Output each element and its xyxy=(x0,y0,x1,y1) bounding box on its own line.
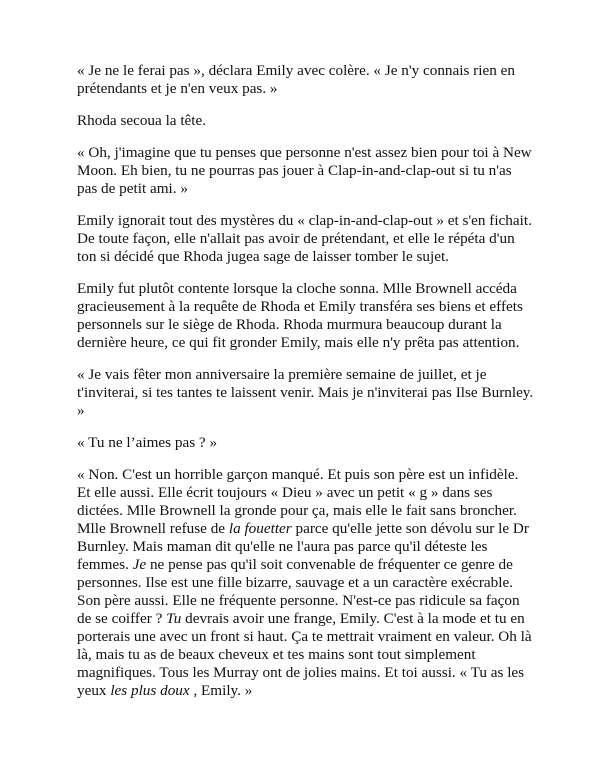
text-run: « Je vais fêter mon anniversaire la première semaine de juillet, et je t'inviterai, si tes tantes te laissent venir. Mais je n'inviterai pas Ilse Burnley. » xyxy=(77,366,534,419)
paragraph-rhoda-on-ilse xyxy=(77,466,535,700)
text-run: ne pense pas qu'il soit convenable de fréquenter ce genre de personnes. Ilse est une fille bizarre, sauvage et a un caractère exécrable. Son père aussi. Elle ne fréquente personne. N'est-ce pas ridicule sa façon de se coiffer ? xyxy=(77,556,520,627)
text-run: , Emily. » xyxy=(189,682,253,699)
paragraph-rhoda-shakes-head xyxy=(77,112,535,130)
text-run: Rhoda secoua la tête. xyxy=(77,112,207,129)
text-run: Emily fut plutôt contente lorsque la cloche sonna. Mlle Brownell accéda gracieusement à la requête de Rhoda et Emily transféra ses biens et effets personnels sur le siège de Rhoda. Rhoda murmura beaucoup durant la dernière heure, ce qui fit gronder Emily, mais elle n'y prêta pas attention. xyxy=(77,280,523,351)
paragraph-emily-ignores xyxy=(77,212,535,266)
paragraph-question xyxy=(77,434,535,452)
italic-text: Tu xyxy=(166,610,182,627)
paragraph-birthday xyxy=(77,366,535,420)
text-run: Emily ignorait tout des mystères du « clap-in-and-clap-out » et s'en fichait. De toute façon, elle n'allait pas avoir de prétendant, et elle le répéta d'un ton si décidé que Rhoda jugea sage de laisser tomber le sujet. xyxy=(77,212,532,265)
text-run: « Oh, j'imagine que tu penses que personne n'est assez bien pour toi à New Moon. Eh bien, tu ne pourras pas jouer à Clap-in-and-clap-out si tu n'as pas de petit ami. » xyxy=(77,144,532,197)
italic-text: la fouetter xyxy=(228,520,292,537)
italic-text: les plus doux xyxy=(110,682,190,699)
text-run: « Je ne le ferai pas », déclara Emily avec colère. « Je n'y connais rien en prétendants et je n'en veux pas. » xyxy=(77,62,515,97)
text-run: « Tu ne l’aimes pas ? » xyxy=(77,434,218,451)
text-run: « Non. C'est un horrible garçon manqué. Et puis son père est un infidèle. Et elle aussi. Elle écrit toujours « Dieu » avec un petit « g » dans ses dictées. Mlle Brownell la gronde pour ça, mais elle le fait sans broncher. Mlle Brownell refuse de xyxy=(77,466,519,537)
paragraph-bell-rings xyxy=(77,280,535,352)
italic-text: Je xyxy=(132,556,147,573)
paragraph-rhoda-new-moon xyxy=(77,144,535,198)
document-page xyxy=(77,62,535,714)
text-run: parce qu'elle jette son dévolu sur le Dr Burnley. Mais maman dit qu'elle ne l'aura pas parce qu'il déteste les femmes. xyxy=(77,520,529,573)
text-run: devrais avoir une frange, Emily. C'est à la mode et tu en porterais une avec un front si haut. Ça te mettrait vraiment en valeur. Oh là là, mais tu as de beaux cheveux et tes mains sont tout simplement magnifiques. Tous les Murray ont de jolies mains. Et toi aussi. « Tu as les yeux xyxy=(77,610,532,699)
paragraph-emily-refuses xyxy=(77,62,535,98)
